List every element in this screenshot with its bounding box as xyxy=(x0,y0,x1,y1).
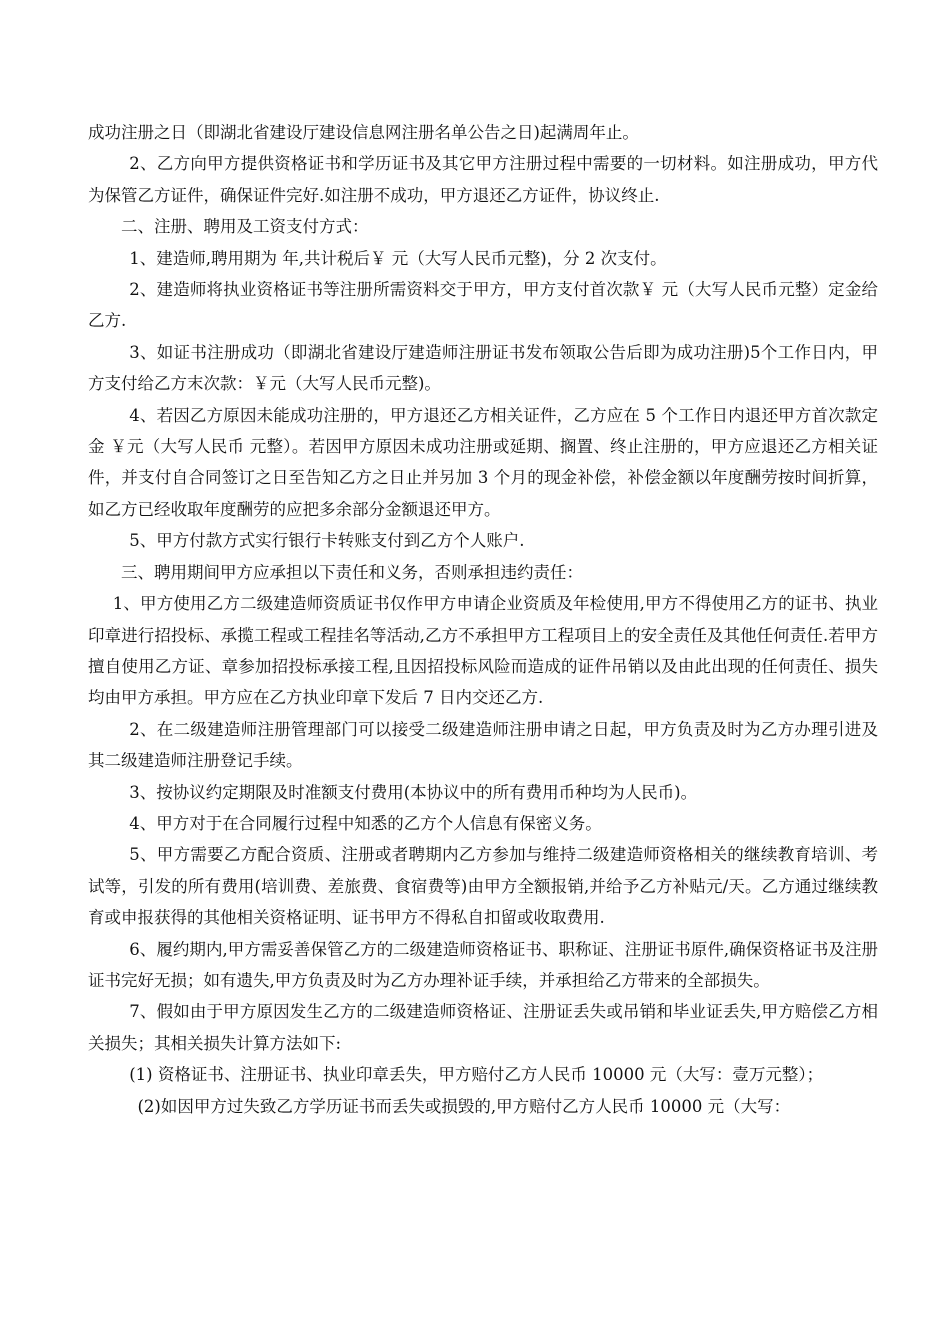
paragraph-payment-3: 3、如证书注册成功（即湖北省建设厅建造师注册证书发布领取公告后即为成功注册)5个工作日内，甲方支付给乙方末次款：￥元（大写人民币元整)。 xyxy=(88,342,878,394)
paragraph-duty-1: 1、甲方使用乙方二级建造师资质证书仅作甲方申请企业资质及年检使用,甲方不得使用乙方的证书、执业印章进行招投标、承揽工程或工程挂名等活动,乙方不承担甲方工程项目上的安全责任及其他任何责任.若甲方擅自使用乙方证、章参加招投标承接工程,且因招投标风险而造成的证件吊销以及由此出现的任何责任、损失均由甲方承担。甲方应在乙方执业印章下发后 7 日内交还乙方. xyxy=(88,594,878,708)
paragraph-payment-1: 1、建造师,聘用期为 年,共计税后￥ 元（大写人民币元整)，分 2 次支付。 xyxy=(129,248,667,268)
paragraph-clause-2: 2、乙方向甲方提供资格证书和学历证书及其它甲方注册过程中需要的一切材料。如注册成功，甲方代为保管乙方证件，确保证件完好.如注册不成功，甲方退还乙方证件，协议终止. xyxy=(88,154,878,205)
paragraph-duty-4: 4、甲方对于在合同履行过程中知悉的乙方个人信息有保密义务。 xyxy=(129,813,602,833)
paragraph-duty-2: 2、在二级建造师注册管理部门可以接受二级建造师注册申请之日起，甲方负责及时为乙方办理引进及其二级建造师注册登记手续。 xyxy=(88,719,878,771)
section-heading-3: 三、聘用期间甲方应承担以下责任和义务，否则承担违约责任： xyxy=(121,562,583,582)
section-heading-2: 二、注册、聘用及工资支付方式： xyxy=(121,217,369,237)
paragraph-duty-7-item-2: (2)如因甲方过失致乙方学历证书而丢失或损毁的,甲方赔付乙方人民币 10000 元（大写： xyxy=(137,1096,791,1116)
paragraph-duty-6: 6、履约期内,甲方需妥善保管乙方的二级建造师资格证书、职称证、注册证书原件,确保资格证书及注册证书完好无损；如有遗失,甲方负责及时为乙方办理补证手续，并承担给乙方带来的全部损失。 xyxy=(88,939,878,990)
paragraph-duty-7: 7、假如由于甲方原因发生乙方的二级建造师资格证、注册证丢失或吊销和毕业证丢失,甲方赔偿乙方相关损失；其相关损失计算方法如下: xyxy=(88,1002,878,1053)
document-body xyxy=(88,117,878,1122)
paragraph-payment-4: 4、若因乙方原因未能成功注册的，甲方退还乙方相关证件，乙方应在 5 个工作日内退还甲方首次款定金 ￥元（大写人民币 元整）。若因甲方原因未成功注册或延期、搁置、终止注册的，甲方应退还乙方相关证件，并支付自合同签订之日至告知乙方之日止并另加 3 个月的现金补偿，补偿金额以年度酬劳按时间折算，如乙方已经收取年度酬劳的应把多余部分金额退还甲方。 xyxy=(88,405,878,519)
paragraph-payment-5: 5、甲方付款方式实行银行卡转账支付到乙方个人账户. xyxy=(129,531,525,551)
paragraph-duty-7-item-1: (1) 资格证书、注册证书、执业印章丢失，甲方赔付乙方人民币 10000 元（大写：壹万元整）； xyxy=(129,1065,824,1085)
paragraph-payment-2: 2、建造师将执业资格证书等注册所需资料交于甲方，甲方支付首次款￥ 元（大写人民币元整）定金给乙方. xyxy=(88,280,878,331)
paragraph-duty-3: 3、按协议约定期限及时准额支付费用(本协议中的所有费用币种均为人民币)。 xyxy=(129,782,698,802)
paragraph-continuation: 成功注册之日（即湖北省建设厅建设信息网注册名单公告之日)起满周年止。 xyxy=(88,123,639,142)
paragraph-duty-5: 5、甲方需要乙方配合资质、注册或者聘期内乙方参加与维持二级建造师资格相关的继续教育培训、考试等，引发的所有费用(培训费、差旅费、食宿费等)由甲方全额报销,并给予乙方补贴元/天。乙方通过继续教育或申报获得的其他相关资格证明、证书甲方不得私自扣留或收取费用. xyxy=(88,845,878,928)
